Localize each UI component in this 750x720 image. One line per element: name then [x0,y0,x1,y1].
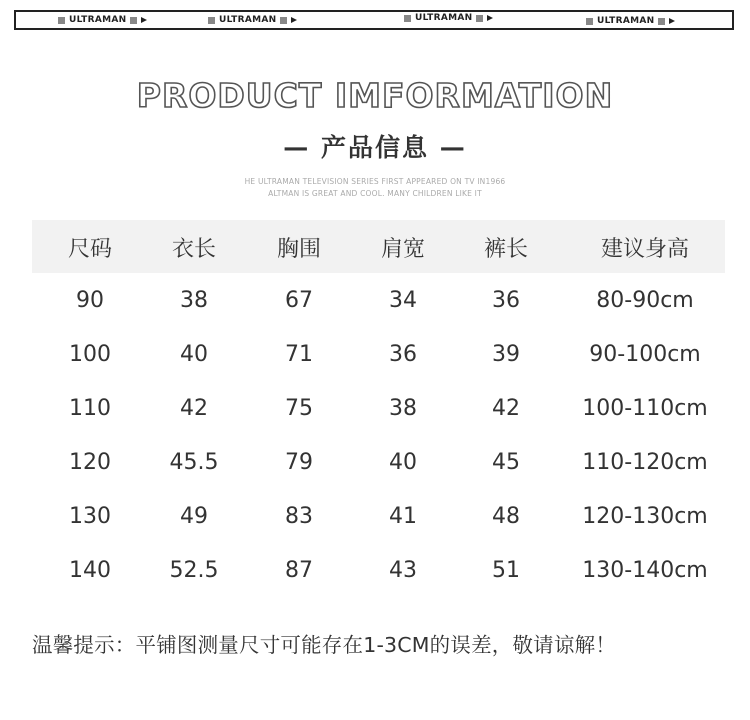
table-cell: 130 [69,504,111,529]
table-cell: 48 [492,504,520,529]
table-cell: 38 [389,396,417,421]
banner-item [586,16,675,26]
table-cell: 38 [180,288,208,313]
table-cell: 80-90cm [596,288,694,313]
table-cell: 45.5 [169,450,219,475]
column-header: 裤长 [483,237,529,262]
table-cell: 130-140cm [582,558,708,583]
table-cell: 34 [389,288,417,313]
table-cell: 51 [492,558,520,583]
play-arrow-icon [291,17,297,23]
column-header: 胸围 [276,237,322,262]
top-banner [14,10,734,30]
table-cell: 49 [180,504,208,529]
table-cell: 90-100cm [589,342,701,367]
play-arrow-icon [669,18,675,24]
table-cell: 42 [180,396,208,421]
table-cell: 41 [389,504,417,529]
square-icon [476,15,483,22]
table-cell: 52.5 [169,558,219,583]
measurement-note: 温馨提示：平铺图测量尺寸可能存在1-3CM的误差，敬请谅解！ [32,633,616,657]
column-header: 衣长 [171,237,217,262]
square-icon [404,15,411,22]
table-cell: 43 [389,558,417,583]
table-cell: 71 [285,342,313,367]
tagline-line-2: ALTMAN IS GREAT AND COOL. MANY CHILDREN LIKE IT [268,189,482,198]
table-cell: 90 [76,288,104,313]
table-cell: 120-130cm [582,504,708,529]
banner-label: ULTRAMAN [597,16,655,26]
banner-label: ULTRAMAN [415,13,473,23]
tagline-line-1: HE ULTRAMAN TELEVISION SERIES FIRST APPEARED ON TV IN1966 [244,177,506,186]
square-icon [58,17,65,24]
table-cell: 100 [69,342,111,367]
table-cell: 110-120cm [582,450,708,475]
banner-item [208,15,297,25]
table-cell: 42 [492,396,520,421]
table-cell: 45 [492,450,520,475]
table-cell: 75 [285,396,313,421]
page-subtitle: — 产品信息 — [283,133,467,162]
table-cell: 67 [285,288,313,313]
table-cell: 87 [285,558,313,583]
table-cell: 120 [69,450,111,475]
square-icon [130,17,137,24]
banner-item [404,13,493,23]
table-cell: 100-110cm [582,396,708,421]
column-header: 肩宽 [380,237,426,262]
table-cell: 140 [69,558,111,583]
table-cell: 79 [285,450,313,475]
banner-label: ULTRAMAN [219,15,277,25]
column-header: 建议身高 [600,237,690,262]
table-cell: 39 [492,342,520,367]
table-cell: 36 [389,342,417,367]
banner-label: ULTRAMAN [69,15,127,25]
table-cell: 110 [69,396,111,421]
square-icon [208,17,215,24]
square-icon [658,18,665,25]
table-cell: 36 [492,288,520,313]
column-header: 尺码 [67,237,113,262]
play-arrow-icon [487,15,493,21]
table-cell: 83 [285,504,313,529]
table-cell: 40 [389,450,417,475]
play-arrow-icon [141,17,147,23]
square-icon [280,17,287,24]
square-icon [586,18,593,25]
banner-item [58,15,147,25]
page-title: PRODUCT IMFORMATION [136,76,614,115]
table-cell: 40 [180,342,208,367]
